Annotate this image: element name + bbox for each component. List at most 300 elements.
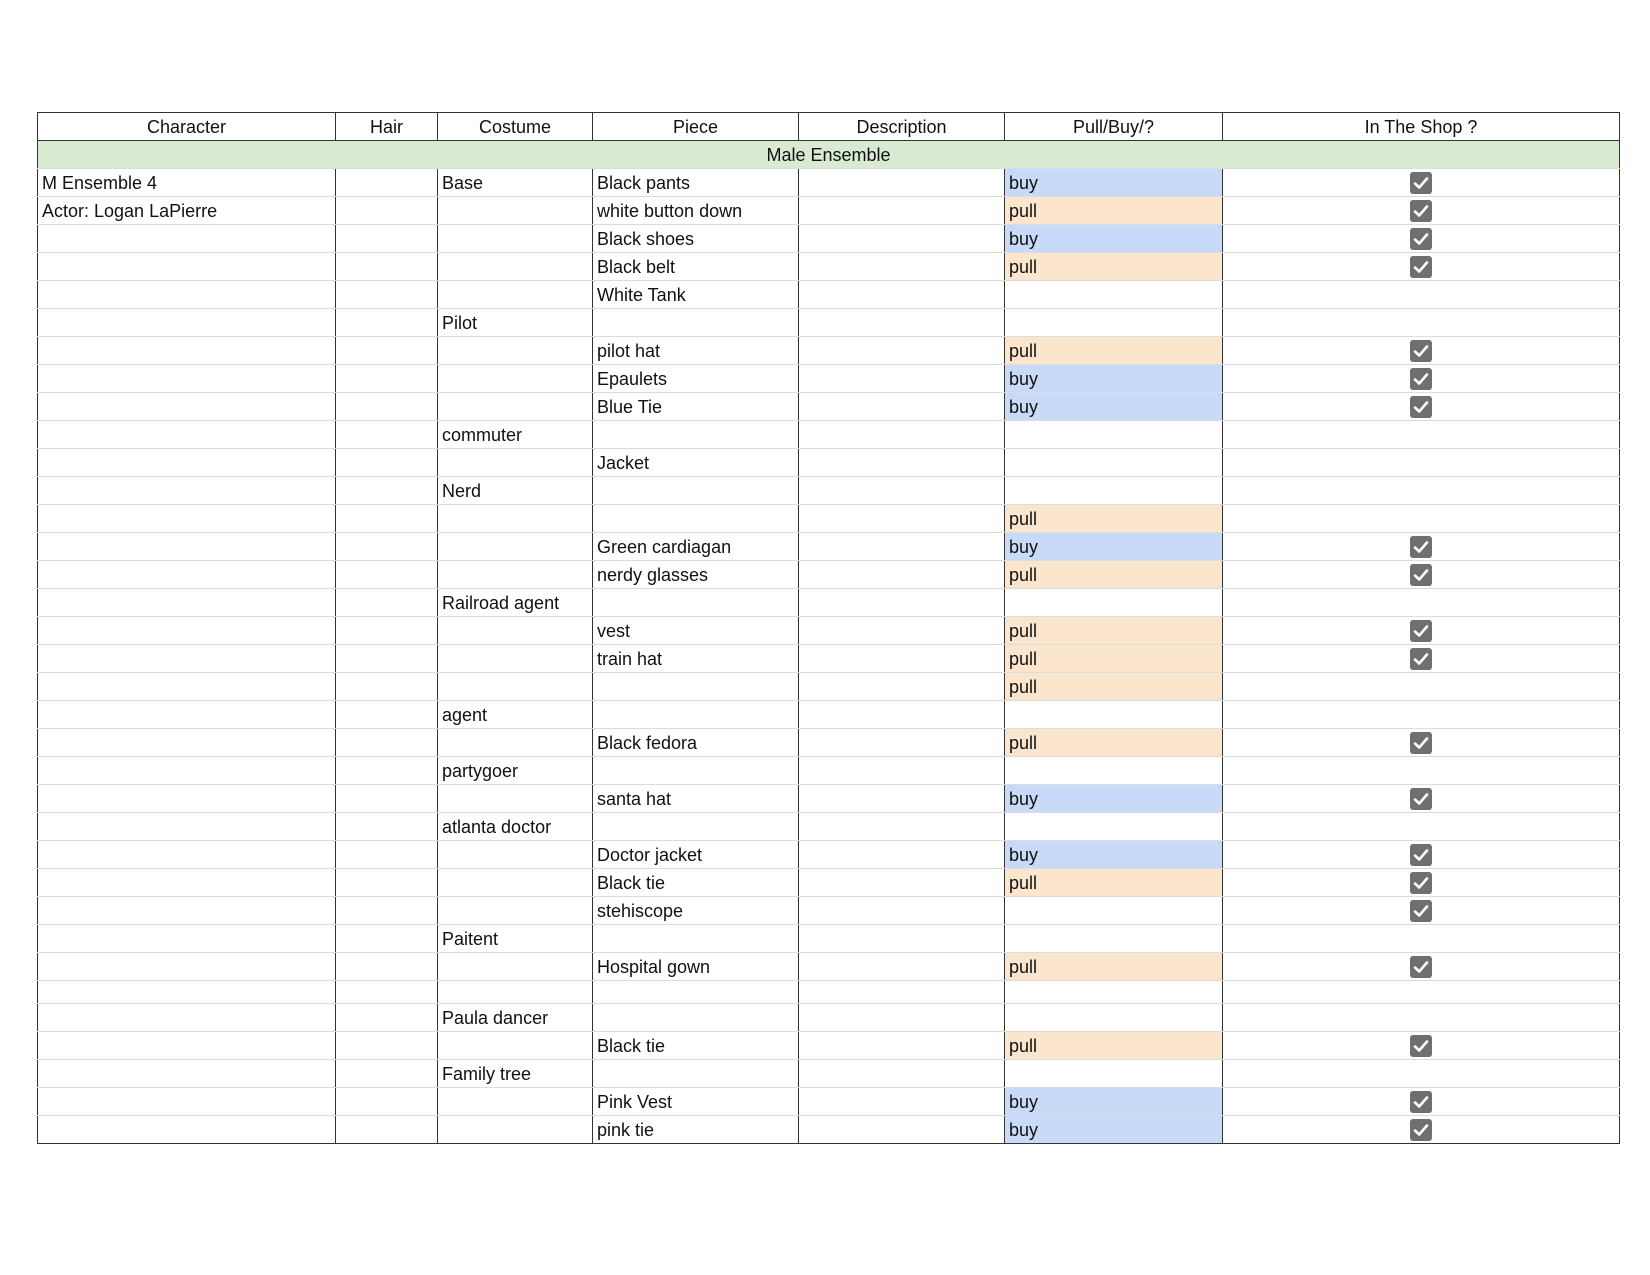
cell-status[interactable] bbox=[1005, 981, 1223, 1004]
cell-character[interactable] bbox=[38, 953, 336, 981]
cell-description[interactable] bbox=[799, 197, 1005, 225]
checkbox-checked-icon[interactable] bbox=[1410, 340, 1432, 362]
cell-costume[interactable]: Pilot bbox=[438, 309, 593, 337]
cell-piece[interactable] bbox=[593, 673, 799, 701]
cell-piece[interactable]: santa hat bbox=[593, 785, 799, 813]
cell-costume[interactable] bbox=[438, 645, 593, 673]
sheet-body bbox=[38, 141, 1620, 1144]
cell-description[interactable] bbox=[799, 253, 1005, 281]
cell-status[interactable] bbox=[1005, 589, 1223, 617]
section-label: Male Ensemble bbox=[38, 141, 1620, 169]
cell-hair[interactable] bbox=[336, 197, 438, 225]
cell-hair[interactable] bbox=[336, 897, 438, 925]
checkbox-checked-icon[interactable] bbox=[1410, 200, 1432, 222]
cell-status[interactable]: pull bbox=[1005, 561, 1223, 589]
cell-character[interactable] bbox=[38, 225, 336, 253]
cell-hair[interactable] bbox=[336, 785, 438, 813]
cell-description[interactable] bbox=[799, 813, 1005, 841]
cell-description[interactable] bbox=[799, 841, 1005, 869]
cell-hair[interactable] bbox=[336, 533, 438, 561]
header-status: Pull/Buy/? bbox=[1005, 113, 1223, 141]
cell-status[interactable] bbox=[1005, 421, 1223, 449]
cell-hair[interactable] bbox=[336, 953, 438, 981]
cell-hair[interactable] bbox=[336, 365, 438, 393]
cell-costume[interactable] bbox=[438, 533, 593, 561]
cell-hair[interactable] bbox=[336, 449, 438, 477]
cell-costume[interactable] bbox=[438, 365, 593, 393]
table-row bbox=[38, 729, 1620, 757]
cell-character[interactable] bbox=[38, 1088, 336, 1116]
checkbox-checked-icon[interactable] bbox=[1410, 396, 1432, 418]
cell-description[interactable] bbox=[799, 617, 1005, 645]
cell-character[interactable] bbox=[38, 1060, 336, 1088]
cell-status[interactable]: pull bbox=[1005, 505, 1223, 533]
cell-status[interactable] bbox=[1005, 701, 1223, 729]
cell-costume[interactable] bbox=[438, 281, 593, 309]
cell-character[interactable] bbox=[38, 421, 336, 449]
cell-costume[interactable]: Base bbox=[438, 169, 593, 197]
cell-piece[interactable]: nerdy glasses bbox=[593, 561, 799, 589]
cell-piece[interactable]: white button down bbox=[593, 197, 799, 225]
cell-hair[interactable] bbox=[336, 225, 438, 253]
cell-piece[interactable]: stehiscope bbox=[593, 897, 799, 925]
cell-status[interactable]: pull bbox=[1005, 617, 1223, 645]
cell-description[interactable] bbox=[799, 505, 1005, 533]
cell-costume[interactable] bbox=[438, 225, 593, 253]
cell-status[interactable]: buy bbox=[1005, 533, 1223, 561]
cell-costume[interactable] bbox=[438, 253, 593, 281]
table-row bbox=[38, 561, 1620, 589]
cell-piece[interactable] bbox=[593, 701, 799, 729]
cell-description[interactable] bbox=[799, 421, 1005, 449]
cell-character[interactable] bbox=[38, 645, 336, 673]
checkbox-checked-icon[interactable] bbox=[1410, 1035, 1432, 1057]
checkbox-checked-icon[interactable] bbox=[1410, 172, 1432, 194]
cell-hair[interactable] bbox=[336, 1088, 438, 1116]
cell-character[interactable] bbox=[38, 925, 336, 953]
cell-status[interactable]: buy bbox=[1005, 365, 1223, 393]
cell-piece[interactable]: pilot hat bbox=[593, 337, 799, 365]
cell-description[interactable] bbox=[799, 337, 1005, 365]
table-row bbox=[38, 785, 1620, 813]
cell-costume[interactable]: agent bbox=[438, 701, 593, 729]
cell-piece[interactable]: Hospital gown bbox=[593, 953, 799, 981]
cell-character[interactable] bbox=[38, 1032, 336, 1060]
cell-status[interactable] bbox=[1005, 757, 1223, 785]
table-row bbox=[38, 533, 1620, 561]
cell-costume[interactable] bbox=[438, 337, 593, 365]
table-row bbox=[38, 477, 1620, 505]
cell-costume[interactable]: Paitent bbox=[438, 925, 593, 953]
cell-piece[interactable] bbox=[593, 925, 799, 953]
checkbox-checked-icon[interactable] bbox=[1410, 648, 1432, 670]
cell-piece[interactable] bbox=[593, 1004, 799, 1032]
table-row bbox=[38, 449, 1620, 477]
checkbox-checked-icon[interactable] bbox=[1410, 844, 1432, 866]
cell-description[interactable] bbox=[799, 533, 1005, 561]
cell-status[interactable]: buy bbox=[1005, 841, 1223, 869]
cell-description[interactable] bbox=[799, 785, 1005, 813]
cell-shop bbox=[1223, 869, 1620, 897]
cell-piece[interactable]: Black pants bbox=[593, 169, 799, 197]
cell-character[interactable] bbox=[38, 673, 336, 701]
cell-hair[interactable] bbox=[336, 925, 438, 953]
cell-hair[interactable] bbox=[336, 981, 438, 1004]
cell-piece[interactable]: Green cardiagan bbox=[593, 533, 799, 561]
checkbox-checked-icon[interactable] bbox=[1410, 536, 1432, 558]
header-costume: Costume bbox=[438, 113, 593, 141]
cell-costume[interactable] bbox=[438, 197, 593, 225]
checkbox-checked-icon[interactable] bbox=[1410, 1091, 1432, 1113]
cell-description[interactable] bbox=[799, 701, 1005, 729]
cell-status[interactable]: pull bbox=[1005, 673, 1223, 701]
table-row bbox=[38, 841, 1620, 869]
cell-shop bbox=[1223, 561, 1620, 589]
cell-piece[interactable] bbox=[593, 813, 799, 841]
cell-piece[interactable]: Epaulets bbox=[593, 365, 799, 393]
cell-character[interactable] bbox=[38, 337, 336, 365]
cell-costume[interactable] bbox=[438, 1032, 593, 1060]
cell-costume[interactable]: partygoer bbox=[438, 757, 593, 785]
table-row bbox=[38, 1088, 1620, 1116]
cell-hair[interactable] bbox=[336, 841, 438, 869]
cell-status[interactable]: buy bbox=[1005, 393, 1223, 421]
cell-hair[interactable] bbox=[336, 1060, 438, 1088]
cell-character[interactable] bbox=[38, 617, 336, 645]
cell-character[interactable] bbox=[38, 981, 336, 1004]
header-character: Character bbox=[38, 113, 336, 141]
cell-description[interactable] bbox=[799, 1032, 1005, 1060]
cell-status[interactable]: buy bbox=[1005, 785, 1223, 813]
cell-piece[interactable] bbox=[593, 981, 799, 1004]
header-description: Description bbox=[799, 113, 1005, 141]
cell-shop bbox=[1223, 393, 1620, 421]
cell-status[interactable] bbox=[1005, 477, 1223, 505]
cell-character[interactable] bbox=[38, 365, 336, 393]
checkbox-checked-icon[interactable] bbox=[1410, 620, 1432, 642]
cell-status[interactable]: pull bbox=[1005, 337, 1223, 365]
checkbox-checked-icon[interactable] bbox=[1410, 228, 1432, 250]
cell-description[interactable] bbox=[799, 169, 1005, 197]
cell-piece[interactable]: White Tank bbox=[593, 281, 799, 309]
cell-piece[interactable]: Jacket bbox=[593, 449, 799, 477]
table-row bbox=[38, 925, 1620, 953]
cell-description[interactable] bbox=[799, 281, 1005, 309]
cell-character[interactable] bbox=[38, 309, 336, 337]
table-row bbox=[38, 589, 1620, 617]
section-row bbox=[38, 141, 1620, 169]
cell-shop bbox=[1223, 757, 1620, 785]
cell-shop bbox=[1223, 225, 1620, 253]
cell-description[interactable] bbox=[799, 981, 1005, 1004]
cell-hair[interactable] bbox=[336, 645, 438, 673]
cell-hair[interactable] bbox=[336, 813, 438, 841]
cell-costume[interactable] bbox=[438, 449, 593, 477]
cell-piece[interactable]: Doctor jacket bbox=[593, 841, 799, 869]
cell-costume[interactable]: Family tree bbox=[438, 1060, 593, 1088]
cell-description[interactable] bbox=[799, 1004, 1005, 1032]
cell-status[interactable] bbox=[1005, 449, 1223, 477]
cell-hair[interactable] bbox=[336, 617, 438, 645]
cell-character[interactable] bbox=[38, 869, 336, 897]
cell-costume[interactable]: commuter bbox=[438, 421, 593, 449]
cell-status[interactable] bbox=[1005, 813, 1223, 841]
checkbox-checked-icon[interactable] bbox=[1410, 368, 1432, 390]
cell-character[interactable] bbox=[38, 701, 336, 729]
cell-piece[interactable]: Black tie bbox=[593, 1032, 799, 1060]
cell-character[interactable] bbox=[38, 757, 336, 785]
cell-hair[interactable] bbox=[336, 589, 438, 617]
cell-description[interactable] bbox=[799, 561, 1005, 589]
cell-shop bbox=[1223, 981, 1620, 1004]
cell-shop bbox=[1223, 505, 1620, 533]
cell-costume[interactable] bbox=[438, 869, 593, 897]
cell-hair[interactable] bbox=[336, 561, 438, 589]
cell-description[interactable] bbox=[799, 1088, 1005, 1116]
cell-costume[interactable] bbox=[438, 393, 593, 421]
cell-status[interactable] bbox=[1005, 309, 1223, 337]
cell-description[interactable] bbox=[799, 477, 1005, 505]
cell-character[interactable] bbox=[38, 505, 336, 533]
cell-character[interactable] bbox=[38, 1116, 336, 1144]
cell-character[interactable]: Actor: Logan LaPierre bbox=[38, 197, 336, 225]
cell-character[interactable] bbox=[38, 449, 336, 477]
cell-piece[interactable] bbox=[593, 421, 799, 449]
cell-shop bbox=[1223, 617, 1620, 645]
table-row bbox=[38, 309, 1620, 337]
checkbox-checked-icon[interactable] bbox=[1410, 900, 1432, 922]
header-piece: Piece bbox=[593, 113, 799, 141]
cell-status[interactable]: buy bbox=[1005, 1088, 1223, 1116]
table-row bbox=[38, 421, 1620, 449]
cell-costume[interactable] bbox=[438, 673, 593, 701]
cell-piece[interactable] bbox=[593, 309, 799, 337]
checkbox-checked-icon[interactable] bbox=[1410, 732, 1432, 754]
cell-description[interactable] bbox=[799, 673, 1005, 701]
cell-shop bbox=[1223, 701, 1620, 729]
cell-piece[interactable]: pink tie bbox=[593, 1116, 799, 1144]
cell-description[interactable] bbox=[799, 757, 1005, 785]
cell-shop bbox=[1223, 1060, 1620, 1088]
cell-costume[interactable]: atlanta doctor bbox=[438, 813, 593, 841]
cell-status[interactable]: pull bbox=[1005, 869, 1223, 897]
cell-shop bbox=[1223, 953, 1620, 981]
cell-hair[interactable] bbox=[336, 477, 438, 505]
cell-shop bbox=[1223, 253, 1620, 281]
checkbox-checked-icon[interactable] bbox=[1410, 564, 1432, 586]
cell-status[interactable] bbox=[1005, 1060, 1223, 1088]
cell-shop bbox=[1223, 1088, 1620, 1116]
cell-costume[interactable] bbox=[438, 505, 593, 533]
cell-piece[interactable] bbox=[593, 505, 799, 533]
cell-character[interactable] bbox=[38, 393, 336, 421]
cell-status[interactable]: buy bbox=[1005, 225, 1223, 253]
cell-shop bbox=[1223, 729, 1620, 757]
cell-costume[interactable] bbox=[438, 981, 593, 1004]
cell-character[interactable] bbox=[38, 281, 336, 309]
cell-character[interactable] bbox=[38, 1004, 336, 1032]
cell-shop bbox=[1223, 337, 1620, 365]
cell-shop bbox=[1223, 309, 1620, 337]
cell-shop bbox=[1223, 281, 1620, 309]
cell-costume[interactable] bbox=[438, 897, 593, 925]
cell-hair[interactable] bbox=[336, 729, 438, 757]
cell-character[interactable] bbox=[38, 561, 336, 589]
table-row bbox=[38, 1060, 1620, 1088]
cell-description[interactable] bbox=[799, 225, 1005, 253]
cell-hair[interactable] bbox=[336, 281, 438, 309]
checkbox-checked-icon[interactable] bbox=[1410, 788, 1432, 810]
cell-status[interactable] bbox=[1005, 897, 1223, 925]
cell-hair[interactable] bbox=[336, 337, 438, 365]
cell-hair[interactable] bbox=[336, 393, 438, 421]
cell-piece[interactable]: Black belt bbox=[593, 253, 799, 281]
cell-shop bbox=[1223, 813, 1620, 841]
cell-costume[interactable] bbox=[438, 841, 593, 869]
header-row bbox=[38, 113, 1620, 141]
cell-piece[interactable]: vest bbox=[593, 617, 799, 645]
cell-character[interactable] bbox=[38, 533, 336, 561]
table-row bbox=[38, 981, 1620, 1004]
table-row bbox=[38, 505, 1620, 533]
cell-description[interactable] bbox=[799, 1060, 1005, 1088]
cell-character[interactable] bbox=[38, 897, 336, 925]
table-row bbox=[38, 897, 1620, 925]
cell-hair[interactable] bbox=[336, 421, 438, 449]
cell-hair[interactable] bbox=[336, 757, 438, 785]
cell-hair[interactable] bbox=[336, 253, 438, 281]
cell-description[interactable] bbox=[799, 393, 1005, 421]
cell-status[interactable]: buy bbox=[1005, 1116, 1223, 1144]
cell-shop bbox=[1223, 897, 1620, 925]
table-row bbox=[38, 253, 1620, 281]
table-row bbox=[38, 953, 1620, 981]
cell-shop bbox=[1223, 589, 1620, 617]
table-row bbox=[38, 645, 1620, 673]
cell-description[interactable] bbox=[799, 1116, 1005, 1144]
cell-shop bbox=[1223, 533, 1620, 561]
cell-character[interactable] bbox=[38, 813, 336, 841]
cell-shop bbox=[1223, 1116, 1620, 1144]
cell-status[interactable]: buy bbox=[1005, 169, 1223, 197]
cell-hair[interactable] bbox=[336, 169, 438, 197]
cell-description[interactable] bbox=[799, 869, 1005, 897]
cell-costume[interactable]: Paula dancer bbox=[438, 1004, 593, 1032]
checkbox-checked-icon[interactable] bbox=[1410, 872, 1432, 894]
cell-description[interactable] bbox=[799, 589, 1005, 617]
table-row bbox=[38, 1004, 1620, 1032]
cell-description[interactable] bbox=[799, 365, 1005, 393]
table-row bbox=[38, 197, 1620, 225]
cell-costume[interactable]: Nerd bbox=[438, 477, 593, 505]
table-row bbox=[38, 169, 1620, 197]
cell-character[interactable]: M Ensemble 4 bbox=[38, 169, 336, 197]
cell-costume[interactable] bbox=[438, 1088, 593, 1116]
cell-description[interactable] bbox=[799, 953, 1005, 981]
cell-costume[interactable] bbox=[438, 953, 593, 981]
cell-description[interactable] bbox=[799, 897, 1005, 925]
cell-piece[interactable]: Black shoes bbox=[593, 225, 799, 253]
cell-status[interactable]: pull bbox=[1005, 953, 1223, 981]
table-row bbox=[38, 225, 1620, 253]
cell-hair[interactable] bbox=[336, 701, 438, 729]
cell-hair[interactable] bbox=[336, 1116, 438, 1144]
checkbox-checked-icon[interactable] bbox=[1410, 1119, 1432, 1141]
cell-piece[interactable]: Black fedora bbox=[593, 729, 799, 757]
cell-shop bbox=[1223, 1032, 1620, 1060]
cell-costume[interactable]: Railroad agent bbox=[438, 589, 593, 617]
checkbox-checked-icon[interactable] bbox=[1410, 256, 1432, 278]
cell-status[interactable]: pull bbox=[1005, 197, 1223, 225]
cell-piece[interactable] bbox=[593, 757, 799, 785]
cell-piece[interactable] bbox=[593, 477, 799, 505]
costume-sheet bbox=[37, 112, 1620, 1144]
cell-character[interactable] bbox=[38, 253, 336, 281]
table-row bbox=[38, 673, 1620, 701]
cell-costume[interactable] bbox=[438, 729, 593, 757]
cell-description[interactable] bbox=[799, 729, 1005, 757]
cell-piece[interactable]: Pink Vest bbox=[593, 1088, 799, 1116]
cell-shop bbox=[1223, 1004, 1620, 1032]
cell-character[interactable] bbox=[38, 785, 336, 813]
header-hair: Hair bbox=[336, 113, 438, 141]
cell-costume[interactable] bbox=[438, 561, 593, 589]
cell-piece[interactable] bbox=[593, 589, 799, 617]
table-row bbox=[38, 1032, 1620, 1060]
cell-character[interactable] bbox=[38, 589, 336, 617]
cell-hair[interactable] bbox=[336, 1032, 438, 1060]
cell-status[interactable]: pull bbox=[1005, 645, 1223, 673]
checkbox-checked-icon[interactable] bbox=[1410, 956, 1432, 978]
cell-hair[interactable] bbox=[336, 505, 438, 533]
cell-piece[interactable]: Black tie bbox=[593, 869, 799, 897]
cell-hair[interactable] bbox=[336, 1004, 438, 1032]
table-row bbox=[38, 281, 1620, 309]
cell-hair[interactable] bbox=[336, 673, 438, 701]
cell-piece[interactable] bbox=[593, 1060, 799, 1088]
cell-costume[interactable] bbox=[438, 1116, 593, 1144]
cell-shop bbox=[1223, 673, 1620, 701]
cell-status[interactable] bbox=[1005, 281, 1223, 309]
cell-costume[interactable] bbox=[438, 785, 593, 813]
cell-status[interactable] bbox=[1005, 1004, 1223, 1032]
cell-piece[interactable]: train hat bbox=[593, 645, 799, 673]
cell-character[interactable] bbox=[38, 477, 336, 505]
cell-description[interactable] bbox=[799, 449, 1005, 477]
cell-hair[interactable] bbox=[336, 309, 438, 337]
cell-status[interactable]: pull bbox=[1005, 729, 1223, 757]
table-row bbox=[38, 813, 1620, 841]
cell-shop bbox=[1223, 449, 1620, 477]
header-shop: In The Shop ? bbox=[1223, 113, 1620, 141]
table-row bbox=[38, 1116, 1620, 1144]
cell-character[interactable] bbox=[38, 729, 336, 757]
cell-piece[interactable]: Blue Tie bbox=[593, 393, 799, 421]
cell-description[interactable] bbox=[799, 925, 1005, 953]
cell-status[interactable] bbox=[1005, 925, 1223, 953]
cell-status[interactable]: pull bbox=[1005, 253, 1223, 281]
cell-hair[interactable] bbox=[336, 869, 438, 897]
table-row bbox=[38, 365, 1620, 393]
cell-status[interactable]: pull bbox=[1005, 1032, 1223, 1060]
cell-description[interactable] bbox=[799, 645, 1005, 673]
cell-shop bbox=[1223, 785, 1620, 813]
cell-costume[interactable] bbox=[438, 617, 593, 645]
cell-description[interactable] bbox=[799, 309, 1005, 337]
cell-shop bbox=[1223, 645, 1620, 673]
cell-character[interactable] bbox=[38, 841, 336, 869]
cell-shop bbox=[1223, 365, 1620, 393]
